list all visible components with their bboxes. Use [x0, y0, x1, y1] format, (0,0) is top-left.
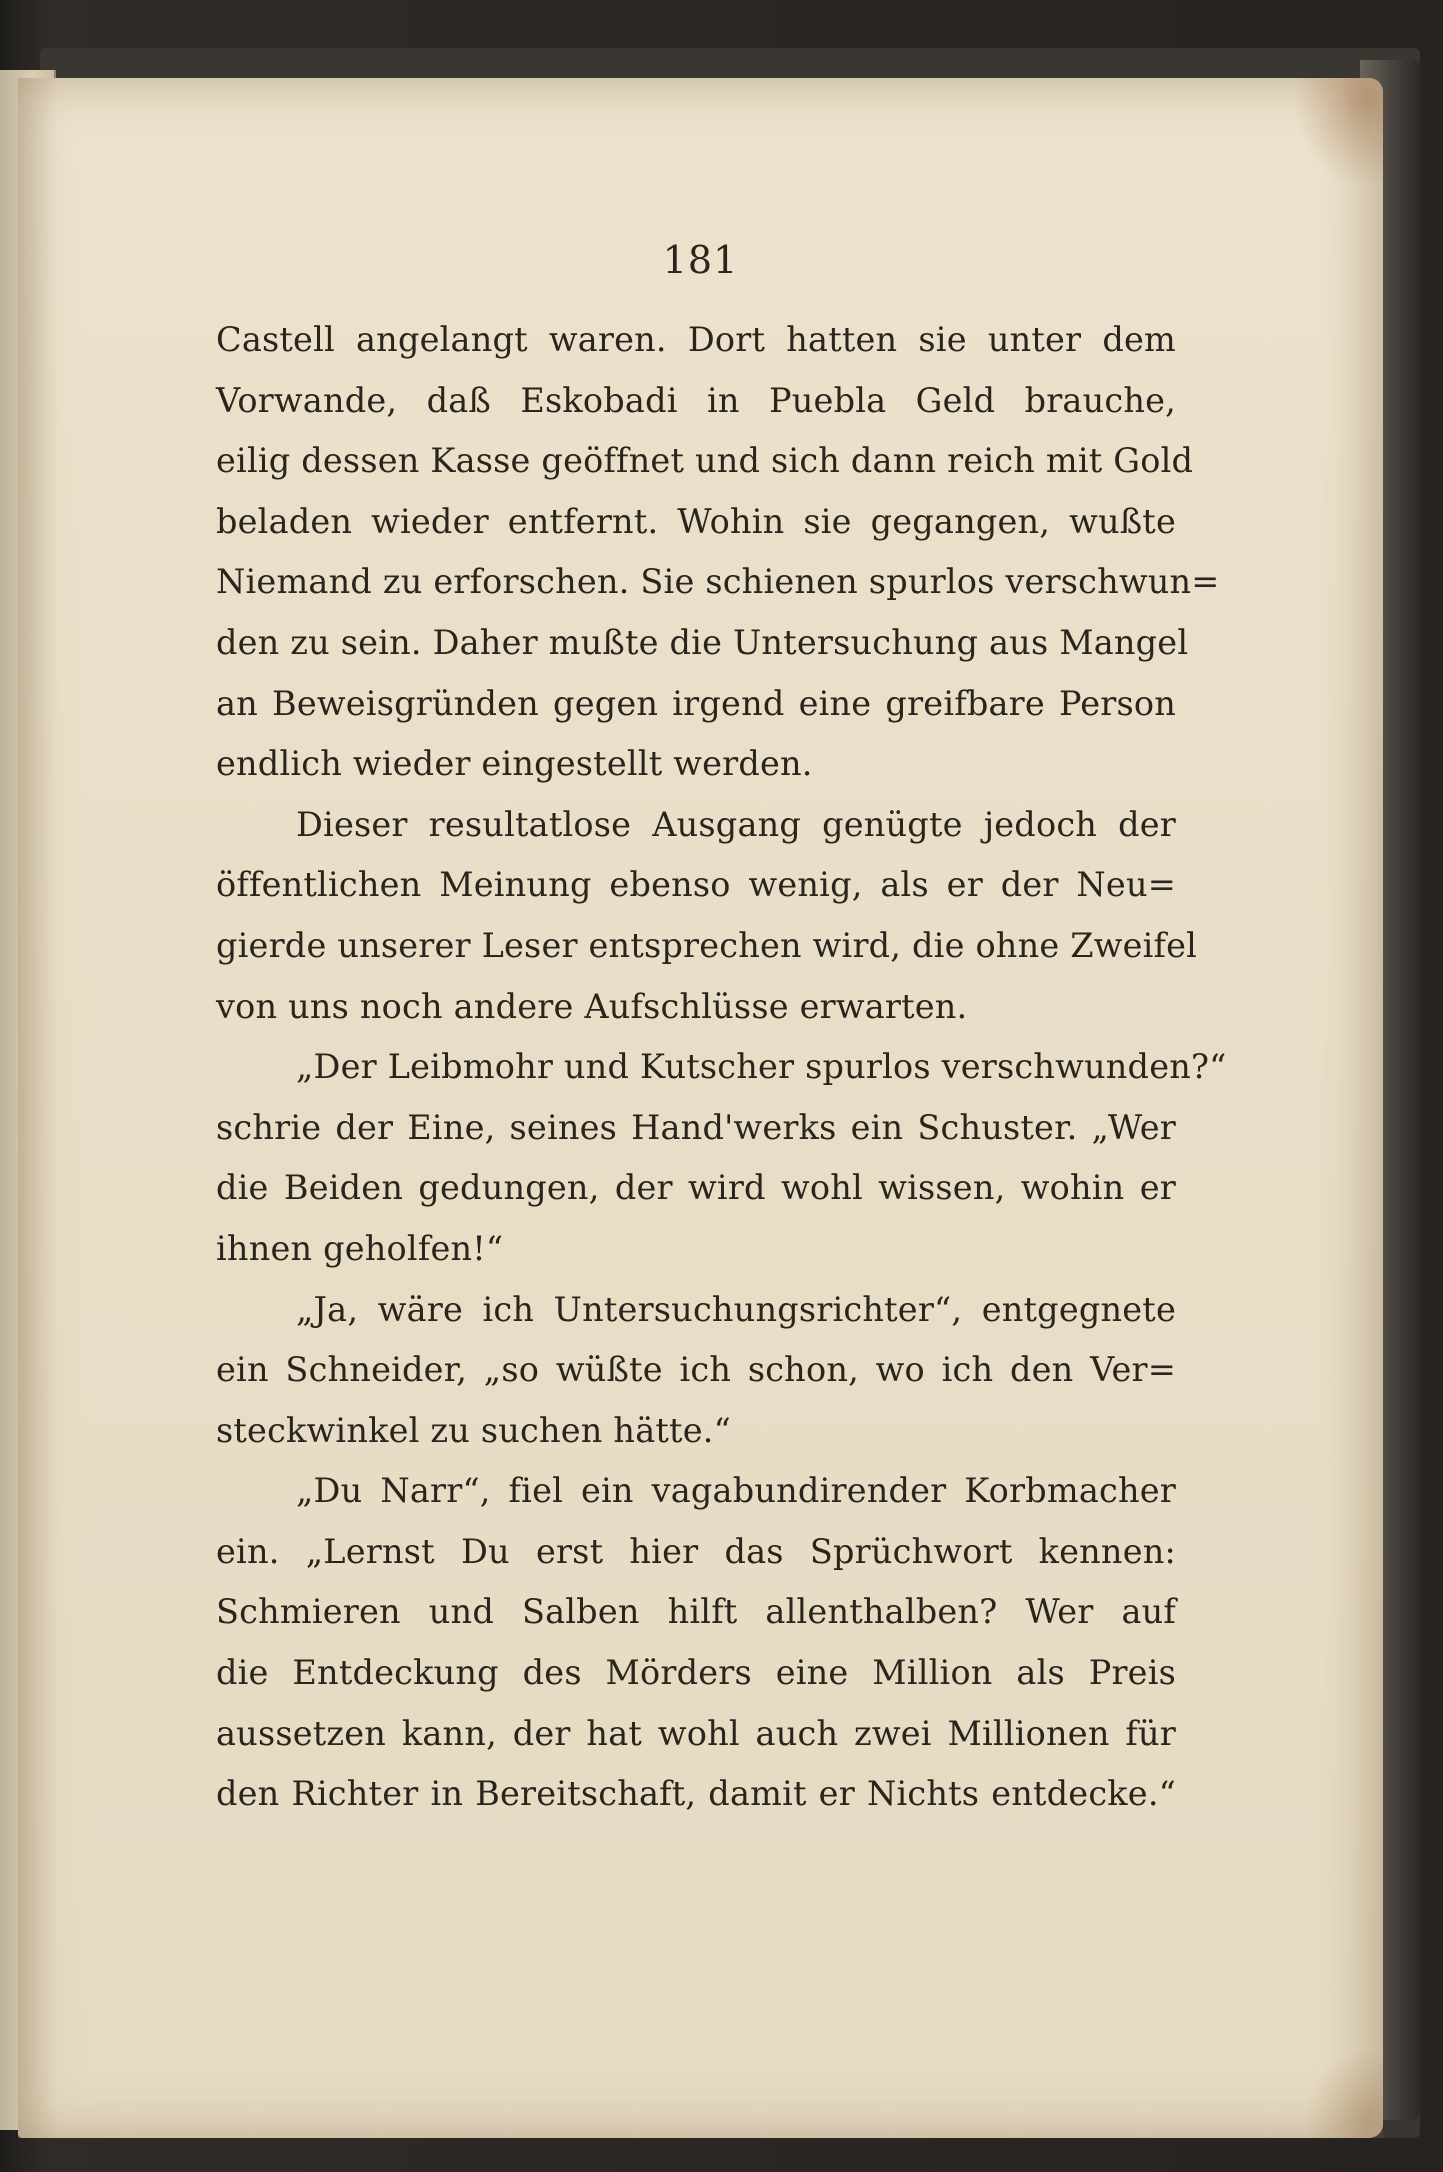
text-line: steckwinkel zu suchen hätte.“	[216, 1410, 731, 1450]
text-line: an Beweisgründen gegen irgend eine greifbare Person	[216, 683, 1176, 723]
text-line: beladen wieder entfernt. Wohin sie gegangen, wußte	[216, 501, 1176, 541]
text-line: Dieser resultatlose Ausgang genügte jedoch der	[296, 804, 1176, 844]
text-line: ihnen geholfen!“	[216, 1228, 504, 1268]
text-line: öffentlichen Meinung ebenso wenig, als er der Neu=	[216, 865, 1176, 905]
page-stain	[1303, 2048, 1383, 2138]
text-line: „Ja, wäre ich Untersuchungsrichter“, entgegnete	[296, 1289, 1176, 1329]
text-line: Vorwande, daß Eskobadi in Puebla Geld brauche,	[216, 380, 1176, 420]
text-line: eilig dessen Kasse geöffnet und sich dann reich mit Gold	[216, 441, 1194, 481]
text-line: die Beiden gedungen, der wird wohl wissen, wohin er	[216, 1168, 1176, 1208]
text-line: Castell angelangt waren. Dort hatten sie unter dem	[216, 320, 1176, 359]
text-line: schrie der Eine, seines Hand'werks ein Schuster. „Wer	[216, 1107, 1176, 1147]
page-stain	[1293, 78, 1383, 188]
text-line: gierde unserer Leser entsprechen wird, die ohne Zweifel	[216, 925, 1198, 965]
book-page	[18, 78, 1383, 2138]
text-line: den zu sein. Daher mußte die Untersuchung aus Mangel	[216, 622, 1189, 662]
text-line: aussetzen kann, der hat wohl auch zwei Millionen für	[216, 1713, 1176, 1753]
text-line: ein Schneider, „so wüßte ich schon, wo ich den Ver=	[216, 1350, 1176, 1390]
text-line: endlich wieder eingestellt werden.	[216, 744, 813, 784]
text-line: die Entdeckung des Mörders eine Million als Preis	[216, 1653, 1176, 1693]
text-line: „Der Leibmohr und Kutscher spurlos verschwunden?“	[296, 1047, 1227, 1087]
text-line: den Richter in Bereitschaft, damit er Nichts entdecke.“	[216, 1774, 1176, 1814]
body-text	[216, 310, 1227, 1825]
text-line: Schmieren und Salben hilft allenthalben? Wer auf	[216, 1592, 1176, 1632]
page-number: 181	[662, 238, 739, 282]
text-line: „Du Narr“, fiel ein vagabundirender Korbmacher	[296, 1471, 1176, 1511]
text-line: ein. „Lernst Du erst hier das Sprüchwort kennen:	[216, 1531, 1176, 1571]
text-line: von uns noch andere Aufschlüsse erwarten.	[216, 986, 968, 1026]
text-line: Niemand zu erforschen. Sie schienen spurlos verschwun=	[216, 562, 1220, 602]
